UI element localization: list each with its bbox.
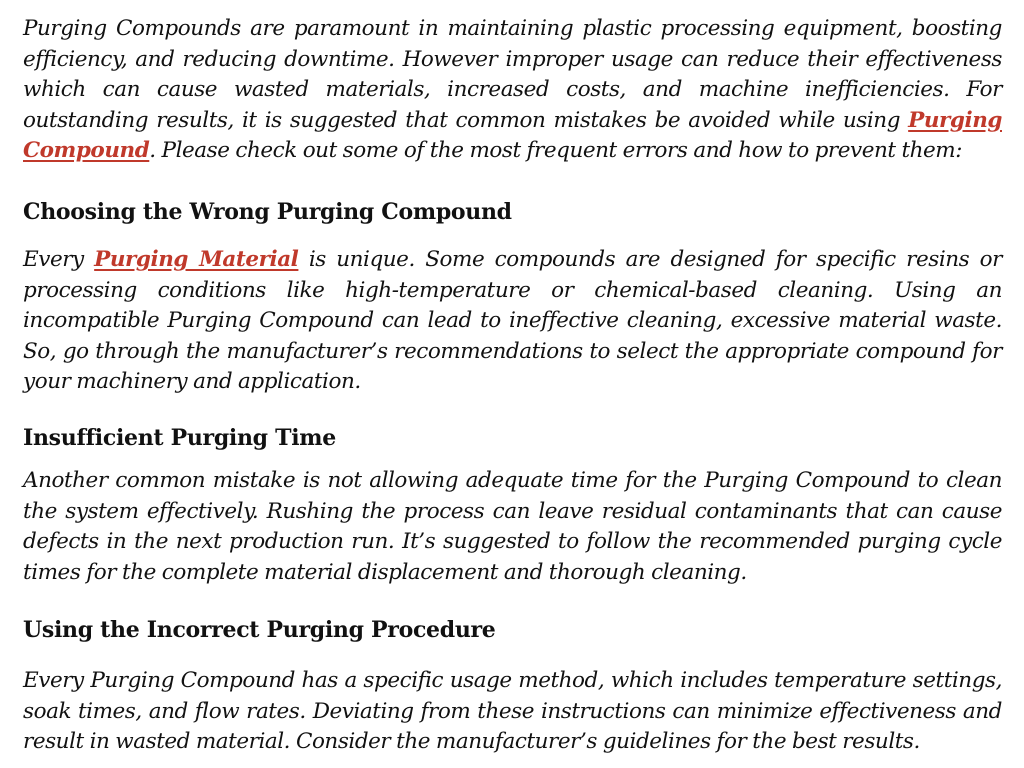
document-page xyxy=(23,0,1002,768)
section-heading-incorrect-procedure: Using the Incorrect Purging Procedure xyxy=(23,617,496,643)
section-body-wrong-compound xyxy=(23,245,1002,398)
section-heading-wrong-compound: Choosing the Wrong Purging Compound xyxy=(23,199,512,225)
intro-paragraph xyxy=(23,14,1002,167)
section-text-after: is unique. Some compounds are designed for specific resins or processing conditions like high-temperature or chemical-based cleaning. Using an incompatible Purging Compound can lead to ineffective cleaning, excessive material waste. So, go through the manufacturer’s recommendations to select the appropriate compound for your machinery and application. xyxy=(23,247,1002,395)
section-body-insufficient-time: Another common mistake is not allowing adequate time for the Purging Compound to clean the system effectively. Rushing the process can leave residual contaminants that can cause defects in the next production run. It’s suggested to follow the recommended purging cycle times for the complete material displacement and thorough cleaning. xyxy=(23,468,1002,585)
section-text-before: Every xyxy=(23,247,95,272)
purging-material-link[interactable]: Purging Material xyxy=(94,247,299,272)
intro-text-before: Purging Compounds are paramount in maintaining plastic processing equipment, boosting efficiency, and reducing downtime. However improper usage can reduce their effectiveness which can cause wasted materials, increased costs, and machine inefficiencies. For outstanding results, it is suggested that common mistakes be avoided while using xyxy=(23,16,1002,133)
section-heading-insufficient-time: Insufficient Purging Time xyxy=(23,425,336,451)
intro-text-after: . Please check out some of the most frequent errors and how to prevent them: xyxy=(149,138,963,164)
section-body-incorrect-procedure: Every Purging Compound has a specific usage method, which includes temperature settings, soak times, and flow rates. Deviating from these instructions can minimize effectiveness and result in wasted material. Consider the manufacturer’s guidelines for the best results. xyxy=(23,668,1002,755)
purging-compound-link[interactable]: Purging Compound xyxy=(23,107,1002,164)
